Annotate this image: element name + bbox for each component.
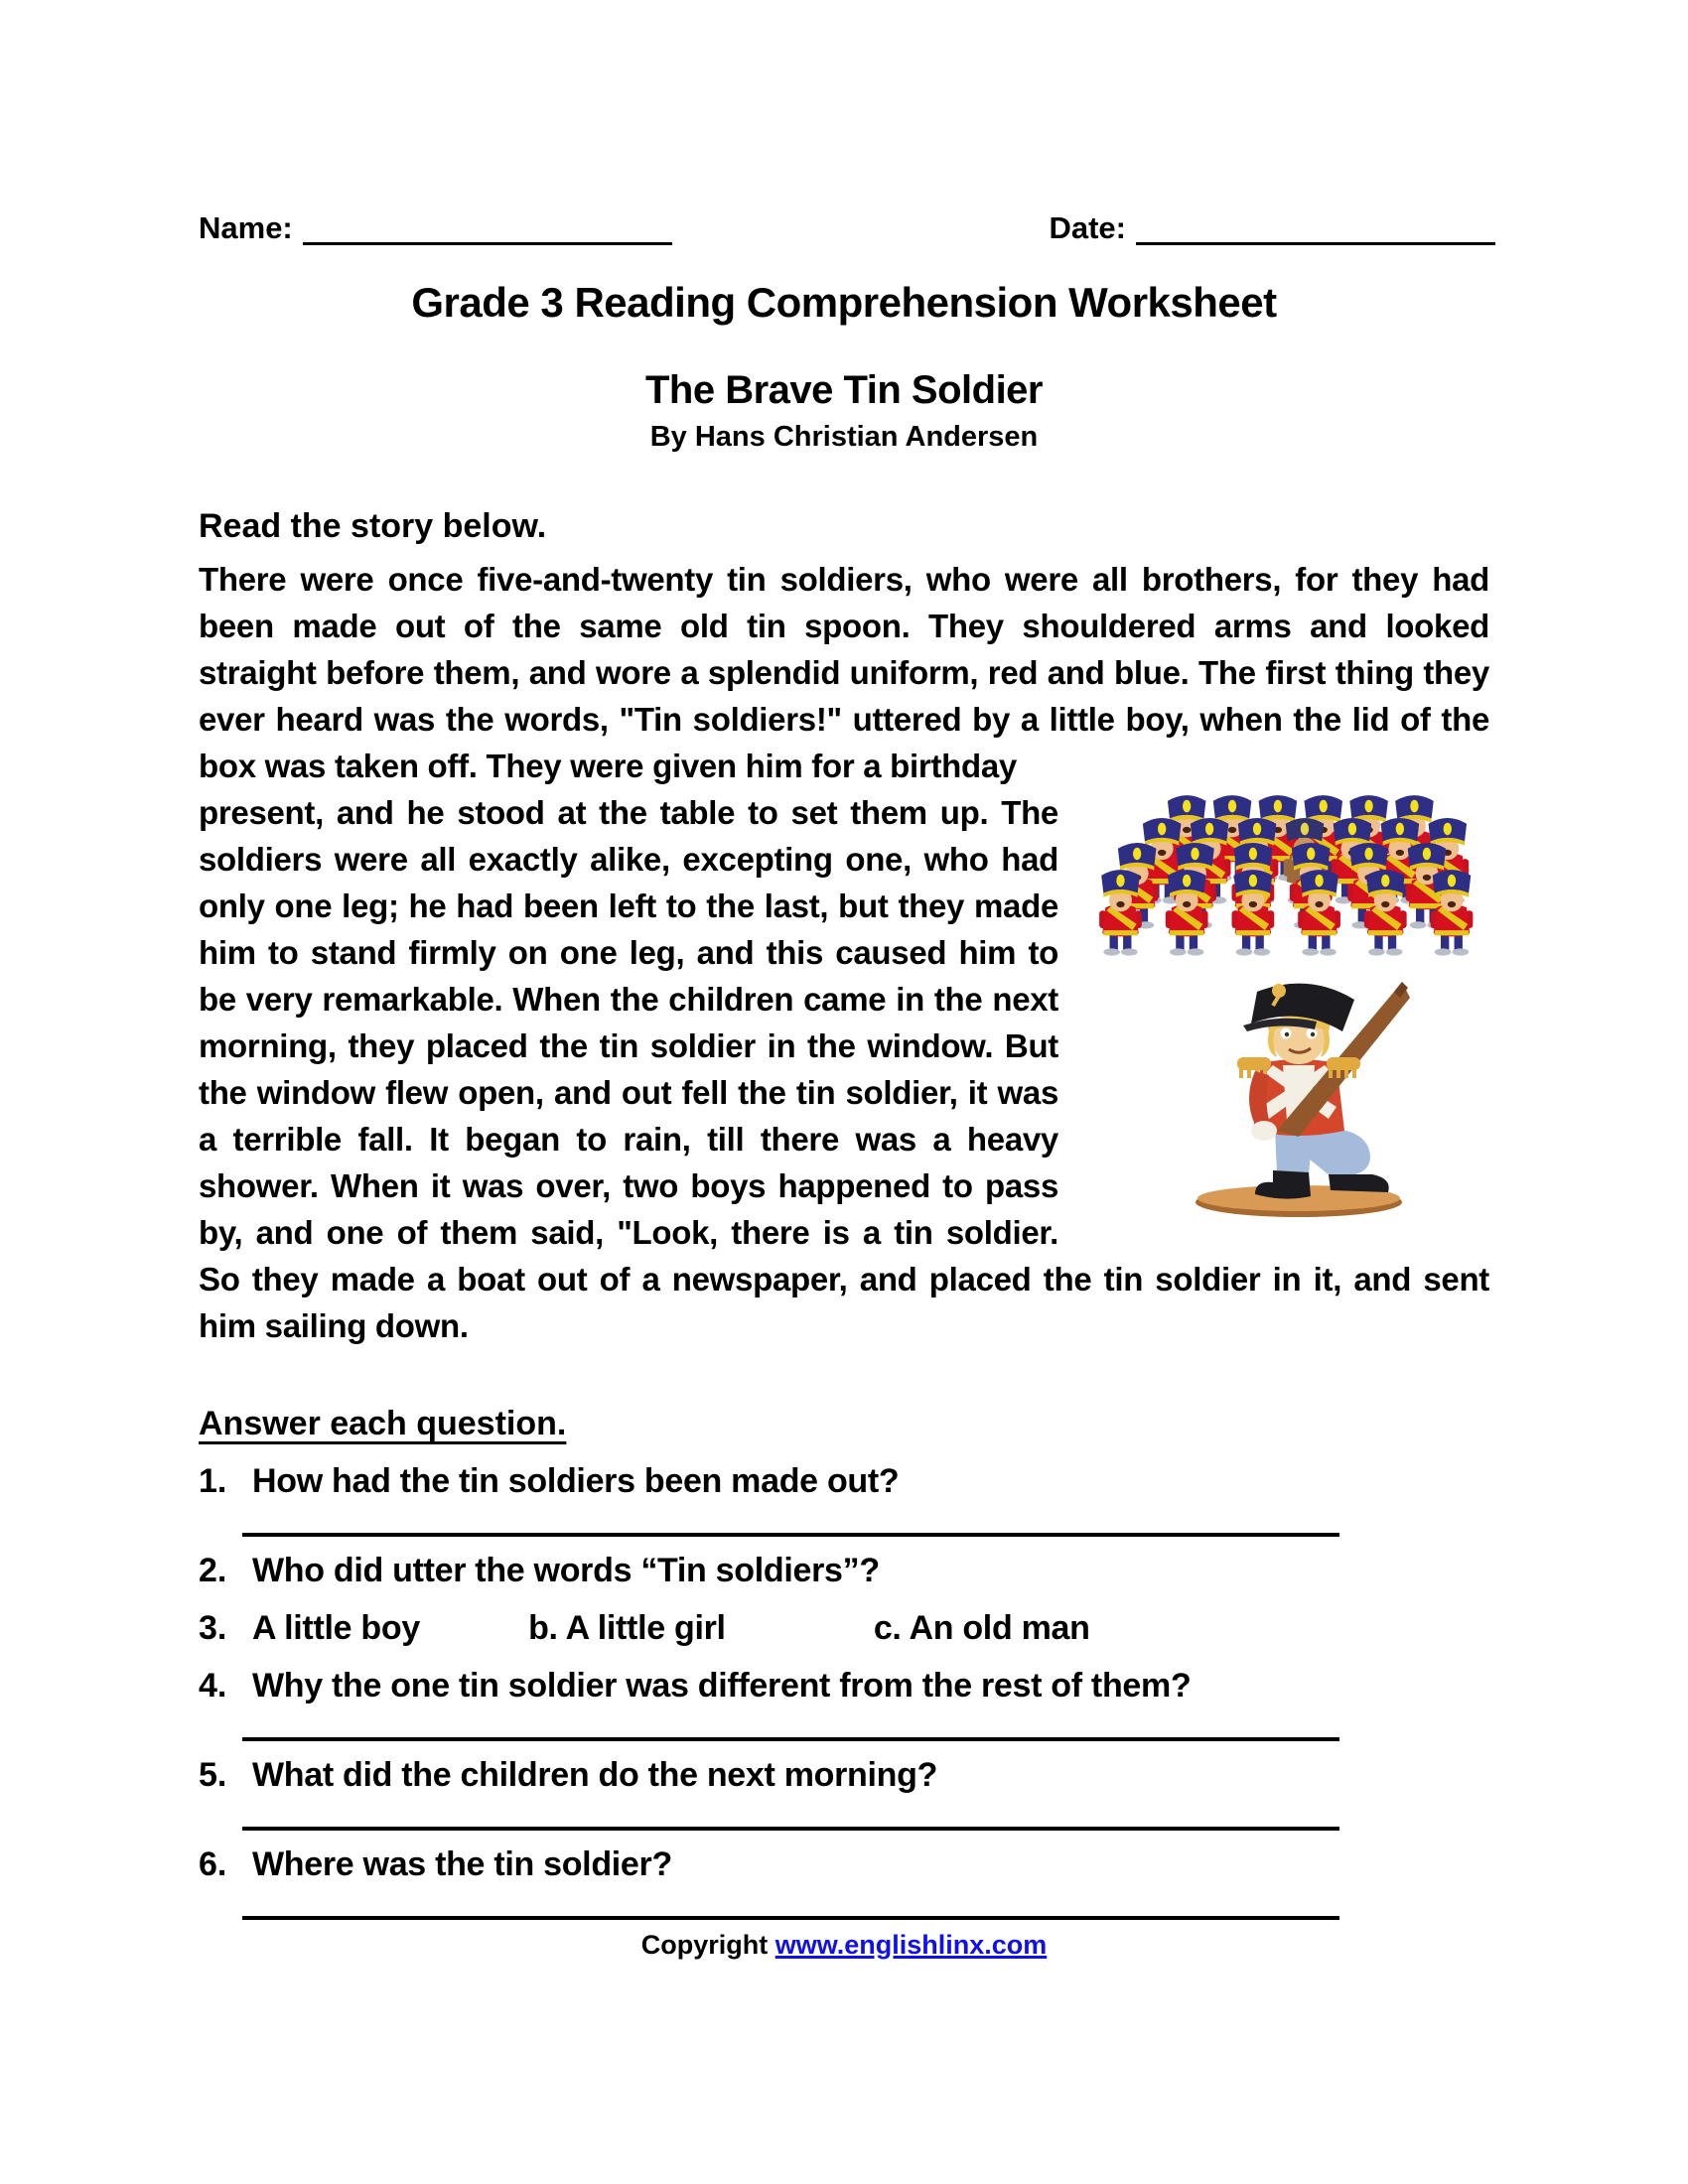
story-images	[1092, 793, 1489, 1235]
question-3-text	[252, 1608, 1489, 1648]
brave-tin-soldier-image	[1160, 980, 1438, 1223]
read-instruction: Read the story below.	[199, 507, 547, 545]
story-title: The Brave Tin Soldier	[645, 368, 1043, 412]
question-4-number: 4.	[199, 1667, 227, 1705]
answer-line-2	[242, 1737, 1339, 1741]
answer-line-4	[242, 1916, 1339, 1920]
story-paragraph-part1: There were once five-and-twenty tin soldiers, who were all brothers, for they had been made out of the same old tin spoon. They shouldered arms and looked straight before them, and wore a splendid uniform, red and blue. The first thing they ever heard was the words, "Tin soldiers!" uttered by a little boy, when the lid of the box was taken off. They were given him for a birthday	[199, 561, 1489, 784]
question-4-text: Why the one tin soldier was different from the rest of them?	[252, 1667, 1192, 1705]
question-6	[199, 1844, 1489, 1884]
date-blank-line	[1136, 213, 1495, 245]
option-a: A little boy	[252, 1609, 420, 1647]
story-byline: By Hans Christian Andersen	[649, 421, 1039, 453]
englishlinx-link[interactable]: www.englishlinx.com	[774, 1930, 1048, 1960]
answer-heading: Answer each question.	[199, 1405, 567, 1442]
name-blank-line	[303, 213, 672, 245]
worksheet-title: Grade 3 Reading Comprehension Worksheet	[411, 279, 1277, 326]
story-paragraph-part2: present, and he stood at the table to set them up. The soldiers were all exactly alike, excepting one, who had only one leg; he had been left to the last, but they made him to stand firmly on one leg, and this caused him to be very remarkable. When the children came in the next morning, they placed the tin soldier in the window. But the window flew open, and out fell the tin soldier, it was a terrible fall. It began to rain, till there was a heavy shower. When it was over, two boys happened to pass by, and one of them said, "Look, there is a tin soldier. So they made a boat out of a newspaper, and placed the tin soldier in it, and sent him sailing down.	[199, 794, 1489, 1344]
option-b: b. A little girl	[528, 1609, 726, 1647]
question-3-number: 3.	[199, 1609, 227, 1647]
story-section	[199, 556, 1489, 1349]
date-field-group	[1049, 211, 1495, 245]
answer-line-3	[242, 1827, 1339, 1831]
brave-tin-soldier-wrap	[1160, 980, 1438, 1235]
question-6-number: 6.	[199, 1845, 227, 1883]
question-2-number: 2.	[199, 1552, 227, 1589]
name-label: Name:	[199, 210, 293, 245]
header-row	[199, 204, 1489, 245]
question-1-text: How had the tin soldiers been made out?	[252, 1462, 900, 1500]
question-4	[199, 1666, 1489, 1706]
footer	[199, 1930, 1489, 1961]
question-5	[199, 1755, 1489, 1795]
question-5-number: 5.	[199, 1756, 227, 1794]
answer-line-1	[242, 1533, 1339, 1537]
question-3-options	[199, 1608, 1489, 1648]
question-1-number: 1.	[199, 1462, 227, 1500]
story-wrap	[199, 789, 1489, 1349]
question-6-text: Where was the tin soldier?	[252, 1845, 672, 1883]
tin-soldiers-group-image	[1096, 793, 1489, 964]
question-5-text: What did the children do the next morning?	[252, 1756, 938, 1794]
date-label: Date:	[1049, 210, 1126, 245]
question-2-text: Who did utter the words “Tin soldiers”?	[252, 1552, 880, 1589]
question-2	[199, 1551, 1489, 1590]
copyright-label: Copyright	[640, 1930, 769, 1960]
name-field-group	[199, 211, 672, 245]
question-1	[199, 1461, 1489, 1501]
option-c: c. An old man	[873, 1609, 1090, 1647]
